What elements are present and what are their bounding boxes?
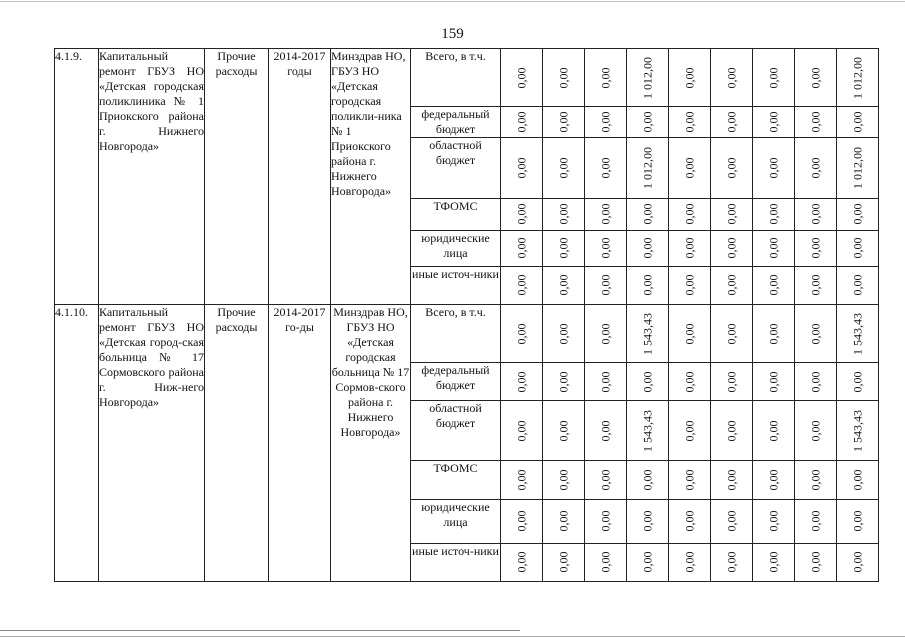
value-cell: [711, 304, 753, 362]
value-text: 0,00: [598, 67, 612, 89]
value-cell: [753, 543, 795, 581]
value-text: 0,00: [808, 157, 822, 179]
value-text: 0,00: [598, 237, 612, 259]
value-text: 0,00: [682, 420, 696, 442]
value-cell: [837, 49, 879, 107]
funding-source: иные источ-ники: [411, 543, 501, 581]
value-text: 0,00: [556, 551, 570, 573]
value-cell: [543, 461, 585, 499]
expense-type: Прочие расходы: [205, 49, 269, 305]
value-cell: [837, 543, 879, 581]
funding-source: федеральный бюджет: [411, 363, 501, 401]
value-cell: [837, 230, 879, 266]
value-cell: [669, 363, 711, 401]
value-text: 0,00: [766, 67, 780, 89]
value-text: 1 543,43: [640, 312, 654, 355]
value-text: 0,00: [682, 371, 696, 393]
value-cell: [795, 304, 837, 362]
value-text: 1 012,00: [850, 146, 864, 189]
value-text: 0,00: [682, 510, 696, 532]
value-text: 0,00: [682, 274, 696, 296]
value-text: 0,00: [724, 371, 738, 393]
value-cell: [543, 363, 585, 401]
value-cell: [585, 230, 627, 266]
value-text: 1 012,00: [640, 146, 654, 189]
value-text: 0,00: [514, 420, 528, 442]
value-cell: [837, 461, 879, 499]
value-text: 0,00: [598, 274, 612, 296]
value-cell: [753, 138, 795, 198]
value-cell: [501, 304, 543, 362]
value-cell: [585, 266, 627, 304]
value-text: 0,00: [640, 371, 654, 393]
period: 2014-2017 годы: [269, 49, 331, 305]
value-text: 0,00: [598, 111, 612, 133]
value-cell: [669, 138, 711, 198]
value-text: 0,00: [682, 67, 696, 89]
value-text: 0,00: [514, 274, 528, 296]
value-cell: [543, 107, 585, 138]
value-cell: [795, 401, 837, 461]
value-text: 0,00: [514, 469, 528, 491]
value-text: 0,00: [766, 469, 780, 491]
value-cell: [669, 49, 711, 107]
value-cell: [627, 499, 669, 543]
value-cell: [585, 461, 627, 499]
value-text: 0,00: [766, 203, 780, 225]
value-text: 0,00: [808, 111, 822, 133]
value-text: 0,00: [640, 111, 654, 133]
value-cell: [627, 401, 669, 461]
value-text: 0,00: [766, 111, 780, 133]
value-cell: [669, 198, 711, 230]
funding-source: Всего, в т.ч.: [411, 304, 501, 362]
value-cell: [543, 198, 585, 230]
value-cell: [753, 230, 795, 266]
value-cell: [753, 363, 795, 401]
value-cell: [669, 401, 711, 461]
value-text: 1 543,43: [640, 409, 654, 452]
value-text: 0,00: [808, 469, 822, 491]
value-cell: [753, 499, 795, 543]
value-text: 0,00: [556, 420, 570, 442]
value-text: 0,00: [850, 469, 864, 491]
value-cell: [585, 304, 627, 362]
value-cell: [543, 230, 585, 266]
value-cell: [501, 543, 543, 581]
value-text: 0,00: [766, 237, 780, 259]
table-body: [55, 49, 879, 582]
value-text: 0,00: [640, 274, 654, 296]
responsible: Минздрав НО, ГБУЗ НО «Детская городская поликли-ника № 1 Приокского района г. Нижнего Новгорода»: [331, 49, 411, 305]
value-cell: [711, 230, 753, 266]
value-cell: [585, 198, 627, 230]
value-cell: [837, 304, 879, 362]
value-text: 0,00: [808, 203, 822, 225]
value-text: 0,00: [682, 323, 696, 344]
page-number: 159: [441, 26, 464, 42]
value-text: 0,00: [514, 203, 528, 225]
value-cell: [795, 266, 837, 304]
value-cell: [753, 198, 795, 230]
value-cell: [837, 198, 879, 230]
value-text: 0,00: [556, 237, 570, 259]
value-text: 0,00: [598, 469, 612, 491]
value-cell: [501, 198, 543, 230]
value-cell: [795, 49, 837, 107]
value-text: 0,00: [682, 111, 696, 133]
scan-edge-bottom-2: [0, 636, 905, 637]
value-text: 0,00: [850, 510, 864, 532]
item-number: 4.1.9.: [55, 49, 99, 305]
value-text: 0,00: [556, 469, 570, 491]
value-cell: [753, 266, 795, 304]
value-text: 0,00: [598, 510, 612, 532]
value-text: 1 543,43: [850, 312, 864, 355]
value-cell: [669, 230, 711, 266]
value-cell: [669, 461, 711, 499]
value-text: 0,00: [598, 371, 612, 393]
value-text: 0,00: [640, 203, 654, 225]
value-text: 0,00: [556, 371, 570, 393]
value-cell: [711, 401, 753, 461]
value-cell: [543, 49, 585, 107]
value-cell: [627, 49, 669, 107]
value-text: 0,00: [556, 323, 570, 344]
value-cell: [753, 107, 795, 138]
value-cell: [627, 266, 669, 304]
table-row: [55, 304, 879, 362]
value-text: 0,00: [808, 510, 822, 532]
value-text: 0,00: [766, 157, 780, 179]
value-text: 0,00: [556, 67, 570, 89]
value-text: 0,00: [514, 371, 528, 393]
value-text: 0,00: [850, 111, 864, 133]
value-cell: [753, 461, 795, 499]
value-cell: [795, 363, 837, 401]
value-cell: [627, 543, 669, 581]
value-cell: [585, 543, 627, 581]
value-text: 0,00: [808, 371, 822, 393]
value-text: 0,00: [808, 274, 822, 296]
value-cell: [837, 499, 879, 543]
scan-edge-bottom: [0, 630, 520, 631]
value-cell: [543, 138, 585, 198]
value-text: 0,00: [724, 469, 738, 491]
value-text: 0,00: [598, 420, 612, 442]
value-text: 0,00: [724, 274, 738, 296]
value-text: 0,00: [598, 203, 612, 225]
funding-source: ТФОМС: [411, 198, 501, 230]
value-cell: [669, 543, 711, 581]
value-cell: [627, 304, 669, 362]
value-cell: [837, 401, 879, 461]
value-cell: [501, 138, 543, 198]
value-cell: [585, 499, 627, 543]
value-text: 0,00: [766, 371, 780, 393]
value-cell: [837, 138, 879, 198]
value-cell: [627, 461, 669, 499]
funding-source: юридические лица: [411, 230, 501, 266]
value-text: 0,00: [556, 274, 570, 296]
value-text: 0,00: [724, 157, 738, 179]
value-text: 0,00: [514, 510, 528, 532]
value-text: 0,00: [514, 157, 528, 179]
value-cell: [501, 401, 543, 461]
value-cell: [501, 461, 543, 499]
value-text: 0,00: [682, 551, 696, 573]
value-cell: [501, 230, 543, 266]
value-text: 0,00: [766, 420, 780, 442]
budget-table: [54, 48, 879, 582]
value-text: 0,00: [556, 111, 570, 133]
value-cell: [627, 138, 669, 198]
item-name: Капитальный ремонт ГБУЗ НО «Детская город-ская больница № 17 Сормовского района г. Ниж-него Новгорода»: [99, 304, 205, 581]
value-text: 0,00: [514, 323, 528, 344]
value-cell: [753, 49, 795, 107]
value-cell: [753, 401, 795, 461]
value-cell: [711, 49, 753, 107]
value-text: 0,00: [640, 237, 654, 259]
value-text: 0,00: [640, 469, 654, 491]
item-number: 4.1.10.: [55, 304, 99, 581]
responsible: Минздрав НО, ГБУЗ НО «Детская городская больница № 17 Сормов-ского района г. Нижнего Новгорода»: [331, 304, 411, 581]
value-cell: [501, 363, 543, 401]
value-text: 0,00: [556, 157, 570, 179]
value-cell: [501, 266, 543, 304]
value-text: 0,00: [682, 237, 696, 259]
value-cell: [669, 266, 711, 304]
value-cell: [543, 543, 585, 581]
value-text: 0,00: [724, 237, 738, 259]
value-cell: [543, 266, 585, 304]
value-cell: [585, 107, 627, 138]
value-text: 0,00: [850, 274, 864, 296]
value-text: 1 543,43: [850, 409, 864, 452]
value-cell: [711, 499, 753, 543]
value-cell: [795, 230, 837, 266]
value-cell: [585, 49, 627, 107]
item-name: Капитальный ремонт ГБУЗ НО «Детская городская поликлиника № 1 Приокского района г. Нижнего Новгорода»: [99, 49, 205, 305]
funding-source: иные источ-ники: [411, 266, 501, 304]
funding-source: Всего, в т.ч.: [411, 49, 501, 107]
value-text: 0,00: [724, 551, 738, 573]
value-text: 0,00: [556, 510, 570, 532]
value-text: 0,00: [724, 510, 738, 532]
value-cell: [711, 543, 753, 581]
value-text: 0,00: [514, 67, 528, 89]
value-text: 0,00: [640, 510, 654, 532]
value-cell: [669, 107, 711, 138]
value-cell: [627, 363, 669, 401]
value-cell: [585, 363, 627, 401]
value-cell: [501, 49, 543, 107]
value-cell: [501, 107, 543, 138]
value-cell: [837, 107, 879, 138]
funding-source: ТФОМС: [411, 461, 501, 499]
value-text: 0,00: [724, 323, 738, 344]
value-text: 0,00: [724, 203, 738, 225]
funding-source: областной бюджет: [411, 138, 501, 198]
value-text: 0,00: [640, 551, 654, 573]
value-cell: [627, 230, 669, 266]
value-cell: [795, 198, 837, 230]
value-cell: [837, 363, 879, 401]
value-text: 0,00: [808, 420, 822, 442]
value-cell: [795, 107, 837, 138]
value-text: 0,00: [724, 67, 738, 89]
value-cell: [837, 266, 879, 304]
value-cell: [669, 304, 711, 362]
value-cell: [669, 499, 711, 543]
value-text: 0,00: [850, 551, 864, 573]
value-text: 0,00: [682, 203, 696, 225]
value-text: 0,00: [808, 67, 822, 89]
value-cell: [711, 138, 753, 198]
value-text: 0,00: [850, 237, 864, 259]
funding-source: юридические лица: [411, 499, 501, 543]
value-text: 0,00: [598, 157, 612, 179]
value-cell: [543, 304, 585, 362]
funding-source: федеральный бюджет: [411, 107, 501, 138]
table-row: [55, 49, 879, 107]
value-text: 0,00: [808, 237, 822, 259]
value-cell: [711, 198, 753, 230]
value-cell: [795, 461, 837, 499]
value-text: 1 012,00: [850, 56, 864, 99]
value-text: 0,00: [808, 551, 822, 573]
value-text: 0,00: [766, 323, 780, 344]
value-cell: [711, 107, 753, 138]
value-cell: [501, 499, 543, 543]
value-text: 0,00: [850, 203, 864, 225]
period: 2014-2017 го-ды: [269, 304, 331, 581]
value-cell: [795, 138, 837, 198]
value-text: 0,00: [514, 237, 528, 259]
value-text: 0,00: [724, 111, 738, 133]
value-cell: [711, 266, 753, 304]
value-cell: [543, 401, 585, 461]
value-text: 0,00: [514, 111, 528, 133]
value-cell: [585, 138, 627, 198]
expense-type: Прочие расходы: [205, 304, 269, 581]
value-text: 0,00: [682, 469, 696, 491]
value-text: 0,00: [766, 510, 780, 532]
value-text: 1 012,00: [640, 56, 654, 99]
value-cell: [711, 461, 753, 499]
value-text: 0,00: [514, 551, 528, 573]
value-cell: [795, 543, 837, 581]
value-text: 0,00: [598, 323, 612, 344]
value-text: 0,00: [556, 203, 570, 225]
value-text: 0,00: [808, 323, 822, 344]
value-text: 0,00: [766, 551, 780, 573]
value-cell: [543, 499, 585, 543]
value-cell: [753, 304, 795, 362]
value-text: 0,00: [598, 551, 612, 573]
value-cell: [711, 363, 753, 401]
value-cell: [627, 107, 669, 138]
value-text: 0,00: [850, 371, 864, 393]
value-text: 0,00: [724, 420, 738, 442]
value-cell: [585, 401, 627, 461]
scan-edge-top: [0, 1, 905, 2]
value-text: 0,00: [682, 157, 696, 179]
value-cell: [795, 499, 837, 543]
value-text: 0,00: [766, 274, 780, 296]
value-cell: [627, 198, 669, 230]
funding-source: областной бюджет: [411, 401, 501, 461]
